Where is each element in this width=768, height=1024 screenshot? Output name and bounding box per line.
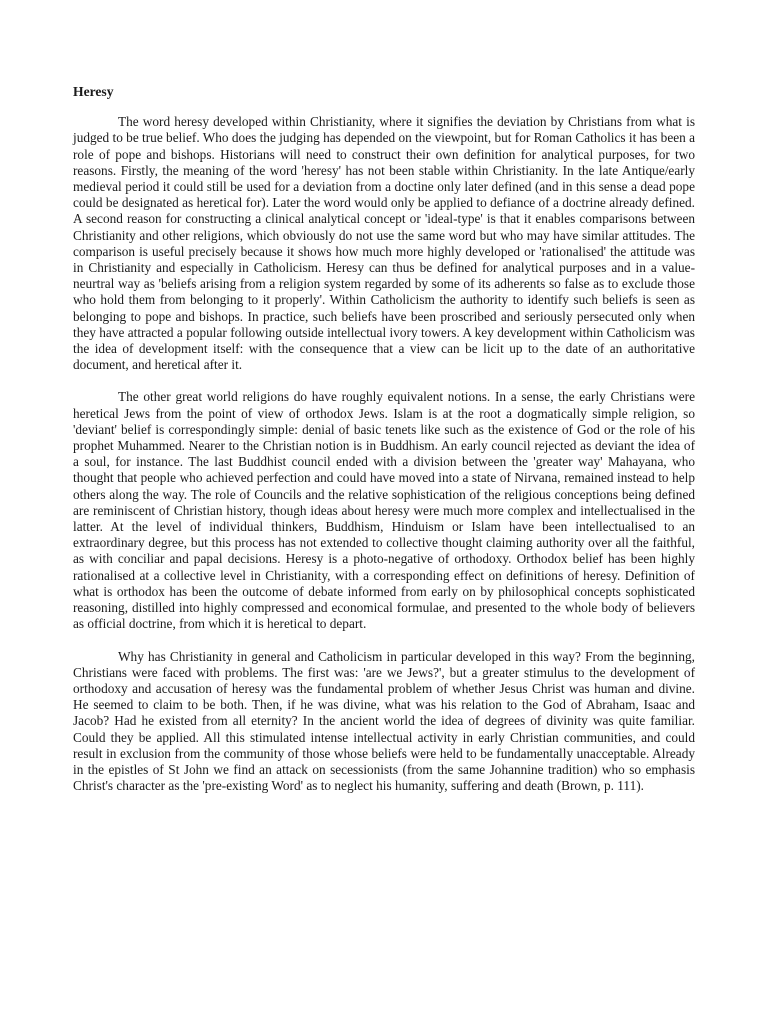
document-page <box>73 84 695 810</box>
paragraph-1: The word heresy developed within Christianity, where it signifies the deviation by Christians from what is judged to be true belief. Who does the judging has depended on the viewpoint, but for Roman Catholics it has been a role of pope and bishops. Historians will need to construct their own definition for analytical purposes, for two reasons. Firstly, the meaning of the word 'heresy' has not been stable within Christianity. In the late Antique/early medieval period it could still be used for a deviation from a doctine only later defined (and in this sense a dead pope could be designated as heretical for). Later the word would only be applied to defiance of a doctrine already defined. A second reason for constructing a clinical analytical concept or 'ideal-type' is that it enables comparisons between Christianity and other religions, which obviously do not use the same word but who may have similar attitudes. The comparison is useful precisely because it shows how much more highly developed or 'rationalised' the attitude was in Christianity and especially in Catholicism. Heresy can thus be defined for analytical purposes and in a value-neurtral way as 'beliefs arising from a religion system regarded by some of its adherents so false as to exclude those who hold them from belonging to it properly'. Within Catholicism the authority to identify such beliefs is seen as belonging to pope and bishops. In practice, such beliefs have been proscribed and seriously persecuted only when they have attracted a popular following outside intellectual ivory towers. A key development within Catholicism was the idea of development itself: with the consequence that a view can be licit up to the date of an authoritative document, and heretical after it. <box>73 114 695 373</box>
paragraph-3: Why has Christianity in general and Catholicism in particular developed in this way? From the beginning, Christians were faced with problems. The first was: 'are we Jews?', but a greater stimulus to the development of orthodoxy and accusation of heresy was the fundamental problem of whether Jesus Christ was human and divine. He seemed to claim to be both. Then, if he was divine, what was his relation to the God of Abraham, Isaac and Jacob? Had he existed from all eternity? In the ancient world the idea of degrees of divinity was quite familiar. Could they be applied. All this stimulated intense intellectual activity in early Christian communities, and could result in exclusion from the community of those whose beliefs were held to be fundamentally unacceptable. Already in the epistles of St John we find an attack on secessionists (from the same Johannine tradition) who so emphasis Christ's character as the 'pre-existing Word' as to neglect his humanity, suffering and death (Brown, p. 111). <box>73 648 695 794</box>
paragraph-2: The other great world religions do have roughly equivalent notions. In a sense, the early Christians were heretical Jews from the point of view of orthodox Jews. Islam is at the root a dogmatically simple religion, so 'deviant' belief is correspondingly simple: denial of basic tenets like such as the existence of God or the role of his prophet Muhammed. Nearer to the Christian notion is in Buddhism. An early council rejected as deviant the idea of a soul, for instance. The last Buddhist council ended with a division between the 'greater way' Mahayana, who thought that people who achieved perfection and could have moved into a state of Nirvana, remained instead to help others along the way. The role of Councils and the relative sophistication of the religious conceptions being defined are reminiscent of Christian history, though ideas about heresy were much more complex and intellectualised in the latter. At the level of individual thinkers, Buddhism, Hinduism or Islam have been intellectualised to an extraordinary degree, but this process has not extended to collective thought claiming authority over all the faithful, as with conciliar and papal decisions. Heresy is a photo-negative of orthodoxy. Orthodox belief has been highly rationalised at a collective level in Christianity, with a corresponding effect on definitions of heresy. Definition of what is orthodox has been the outcome of debate informed from early on by philosophical concepts sophisticated reasoning, distilled into highly compressed and economical formulae, and presented to the whole body of believers as official doctrine, from which it is heretical to depart. <box>73 389 695 632</box>
document-title: Heresy <box>73 84 114 99</box>
